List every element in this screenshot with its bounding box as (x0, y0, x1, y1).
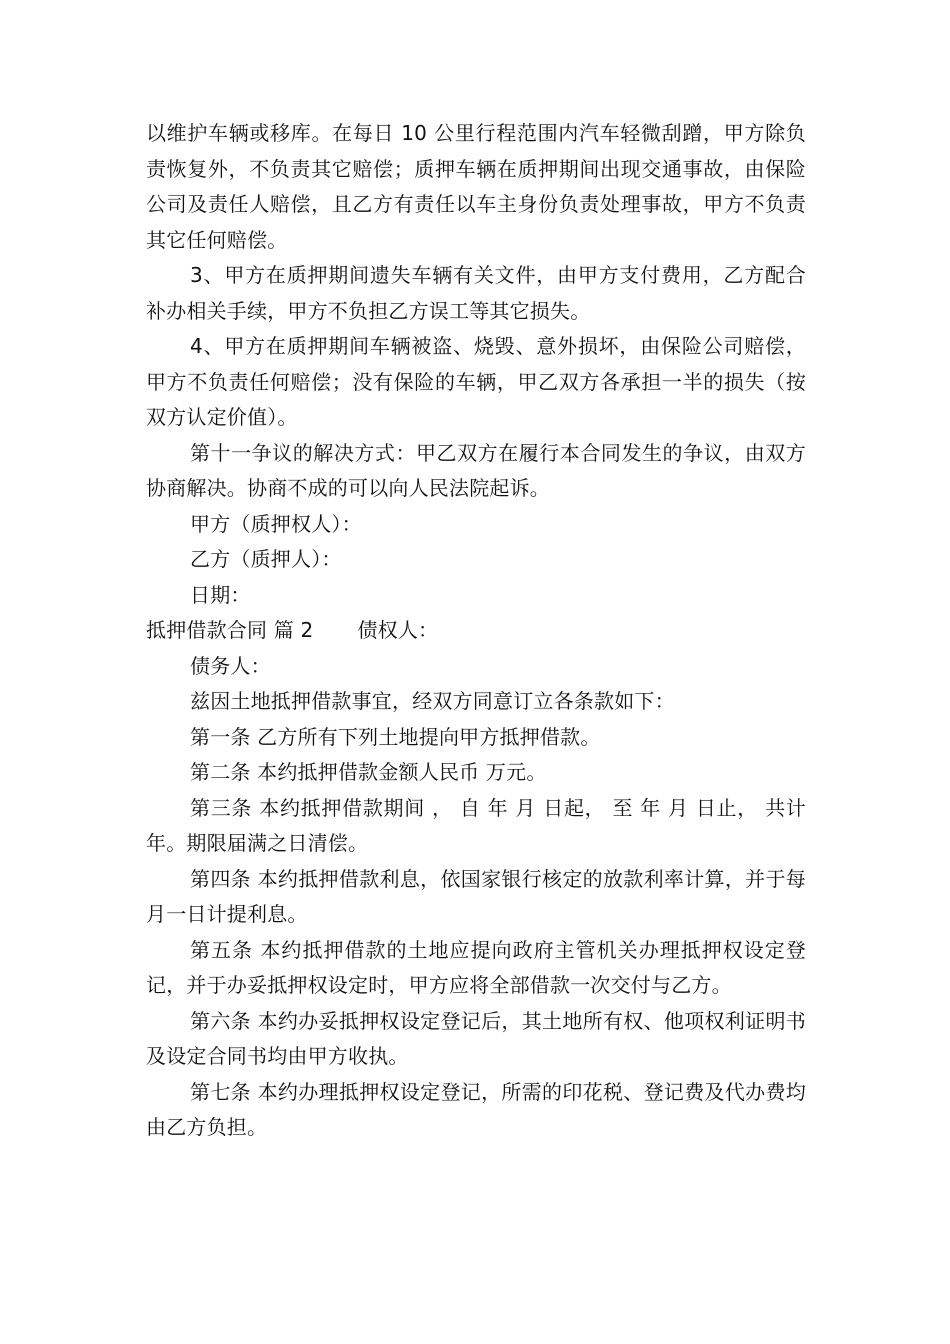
creditor-label: 债权人： (357, 618, 439, 642)
paragraph-3: 4、甲方在质押期间车辆被盗、烧毁、意外损坏，由保险公司赔偿，甲方不负责任何赔偿；没有保险的车辆，甲乙双方各承担一半的损失（按双方认定价值）。 (146, 334, 806, 429)
paragraph-1: 以维护车辆或移库。在每日 10 公里行程范围内汽车轻微刮蹭，甲方除负责恢复外，不负责其它赔偿；质押车辆在质押期间出现交通事故，由保险公司及责任人赔偿，且乙方有责任以车主身份负责处理事故，甲方不负责其它任何赔偿。 (146, 121, 806, 252)
article-1: 第一条 乙方所有下列土地提向甲方抵押借款。 (190, 724, 601, 749)
date-line: 日期： (190, 582, 251, 607)
article-3: 第三条 本约抵押借款期间 ， 自 年 月 日起， 至 年 月 日止， 共计 年。期限届满之日清偿。 (146, 795, 806, 855)
article-6: 第六条 本约办妥抵押权设定登记后，其土地所有权、他项权利证明书及设定合同书均由甲方收执。 (146, 1008, 806, 1068)
paragraph-4: 第十一争议的解决方式：甲乙双方在履行本合同发生的争议，由双方协商解决。协商不成的可以向人民法院起诉。 (146, 440, 806, 500)
debtor-line: 债务人： (190, 653, 271, 678)
document-body (146, 116, 806, 1146)
article-4: 第四条 本约抵押借款利息，依国家银行核定的放款利率计算，并于每月一日计提利息。 (146, 866, 806, 926)
section-title: 抵押借款合同 篇 2 (146, 618, 314, 642)
party-a-line: 甲方（质押权人）： (190, 511, 362, 536)
article-7: 第七条 本约办理抵押权设定登记，所需的印花税、登记费及代办费均由乙方负担。 (146, 1079, 806, 1139)
paragraph-2: 3、甲方在质押期间遗失车辆有关文件，由甲方支付费用，乙方配合补办相关手续，甲方不负担乙方误工等其它损失。 (146, 263, 806, 323)
article-5: 第五条 本约抵押借款的土地应提向政府主管机关办理抵押权设定登记，并于办妥抵押权设定时，甲方应将全部借款一次交付与乙方。 (146, 937, 806, 997)
article-2: 第二条 本约抵押借款金额人民币 万元。 (190, 760, 547, 784)
party-b-line: 乙方（质押人）： (190, 547, 342, 571)
intro-paragraph: 兹因土地抵押借款事宜，经双方同意订立各条款如下： (190, 689, 675, 713)
section-heading (146, 613, 806, 649)
